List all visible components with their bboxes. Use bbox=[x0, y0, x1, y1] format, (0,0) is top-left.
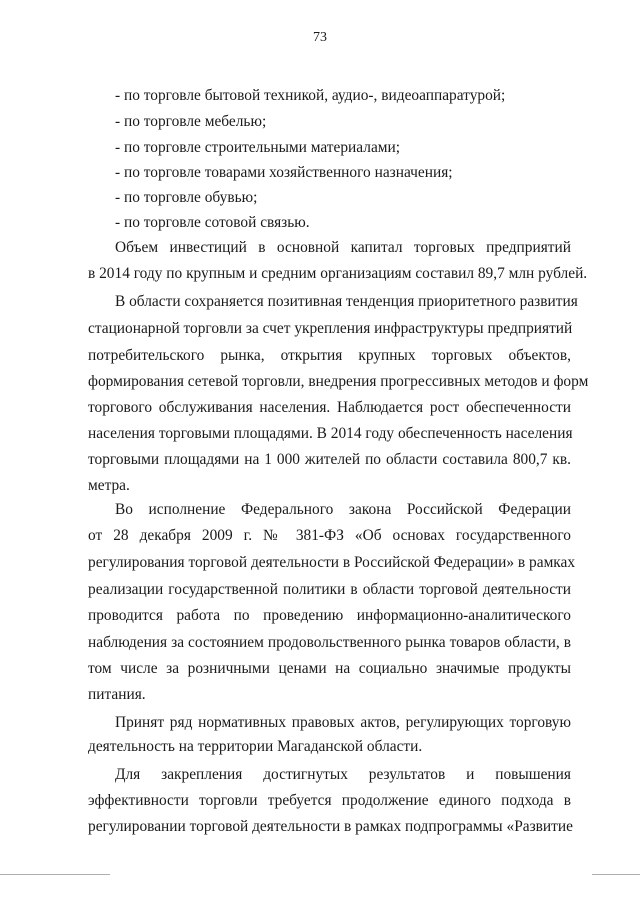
text-line-29: регулировании торговой деятельности в рамках подпрограммы «Развитие bbox=[88, 818, 573, 835]
text-line-17: Во исполнение Федерального закона Российской Федерации bbox=[115, 501, 571, 518]
text-line-21: проводится работа по проведению информационно-аналитического bbox=[88, 607, 571, 624]
text-line-10: стационарной торговли за счет укрепления инфраструктуры предприятий bbox=[88, 320, 573, 337]
text-line-25: Принят ряд нормативных правовых актов, регулирующих торговую bbox=[115, 714, 571, 731]
text-line-11: потребительского рынка, открытия крупных торговых объектов, bbox=[88, 347, 571, 364]
text-line-18: от 28 декабря 2009 г. № 381-ФЗ «Об основах государственного bbox=[88, 527, 571, 544]
text-line-4: - по торговле товарами хозяйственного назначения; bbox=[115, 164, 453, 181]
text-line-23: том числе за розничными ценами на социально значимые продукты bbox=[88, 660, 571, 677]
text-line-12: формирования сетевой торговли, внедрения прогрессивных методов и форм bbox=[88, 373, 589, 390]
text-line-24: питания. bbox=[88, 686, 146, 703]
text-line-9: В области сохраняется позитивная тенденция приоритетного развития bbox=[115, 293, 578, 310]
scan-artifact-left bbox=[0, 874, 110, 875]
scan-artifact-right bbox=[592, 874, 640, 875]
text-line-7: Объем инвестиций в основной капитал торговых предприятий bbox=[115, 239, 571, 256]
text-line-3: - по торговле строительными материалами; bbox=[115, 139, 401, 156]
text-line-1: - по торговле бытовой техникой, аудио-, видеоаппаратурой; bbox=[115, 87, 506, 104]
text-line-13: торгового обслуживания населения. Наблюдается рост обеспеченности bbox=[88, 399, 571, 416]
text-line-19: регулирования торговой деятельности в Российской Федерации» в рамках bbox=[88, 554, 576, 571]
text-line-27: Для закрепления достигнутых результатов и повышения bbox=[115, 766, 571, 783]
text-line-8: в 2014 году по крупным и средним организациям составил 89,7 млн рублей. bbox=[88, 265, 588, 282]
text-line-15: торговыми площадями на 1 000 жителей по области составила 800,7 кв. bbox=[88, 451, 571, 468]
text-line-22: наблюдения за состоянием продовольственного рынка товаров области, в bbox=[88, 634, 571, 651]
page-number: 73 bbox=[313, 30, 327, 45]
text-line-20: реализации государственной политики в области торговой деятельности bbox=[88, 581, 571, 598]
text-line-2: - по торговле мебелью; bbox=[115, 113, 267, 130]
text-line-28: эффективности торговли требуется продолжение единого подхода в bbox=[88, 792, 571, 809]
text-line-6: - по торговле сотовой связью. bbox=[115, 214, 310, 231]
text-line-16: метра. bbox=[88, 477, 130, 494]
text-line-26: деятельность на территории Магаданской области. bbox=[88, 738, 423, 755]
text-line-14: населения торговыми площадями. В 2014 году обеспеченность населения bbox=[88, 425, 573, 442]
text-line-5: - по торговле обувью; bbox=[115, 189, 258, 206]
